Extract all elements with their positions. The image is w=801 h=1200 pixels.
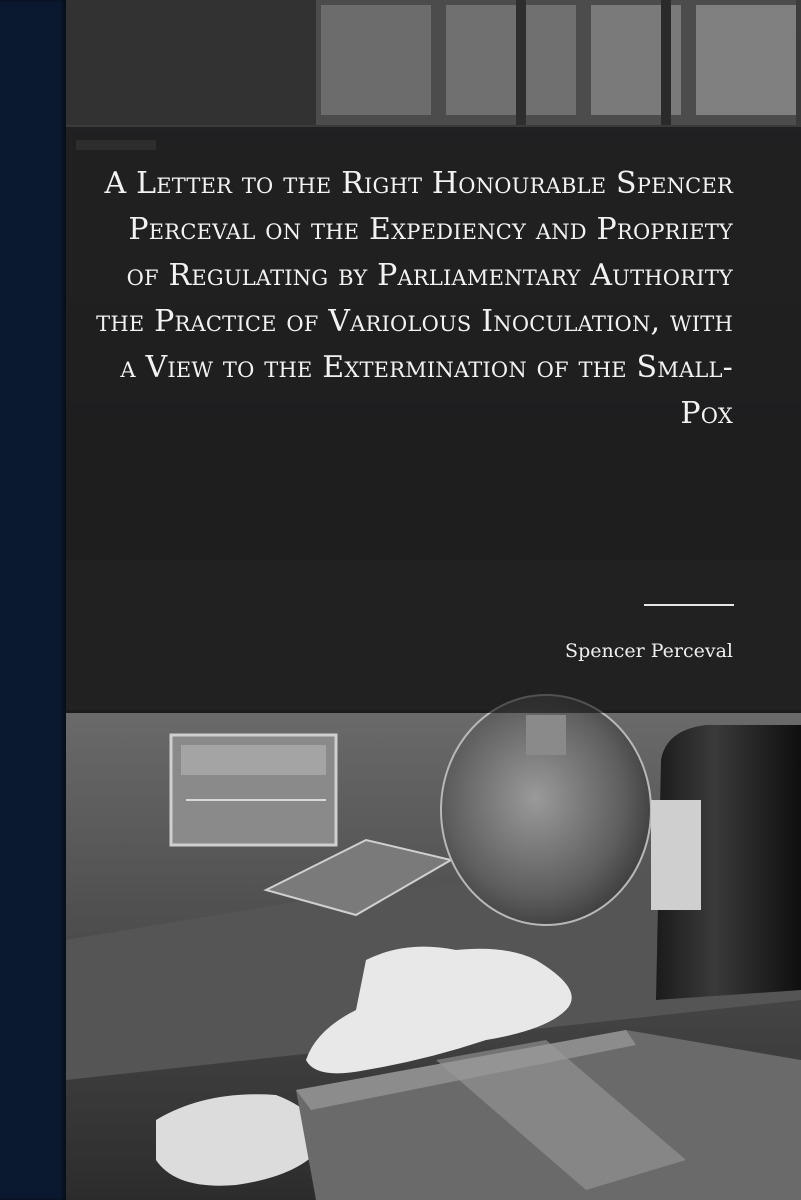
title-panel [66, 127, 801, 713]
book-spine [0, 0, 66, 1200]
book-title: A Letter to the Right Honourable Spencer Perceval on the Expediency and Propriety of Regulating by Parliamentary Authority the Practice of Variolous Inoculation, with a View to the Extermination of the Small-Pox [96, 166, 733, 431]
book-author: Spencer Perceval [565, 640, 733, 662]
title-divider [644, 604, 734, 606]
